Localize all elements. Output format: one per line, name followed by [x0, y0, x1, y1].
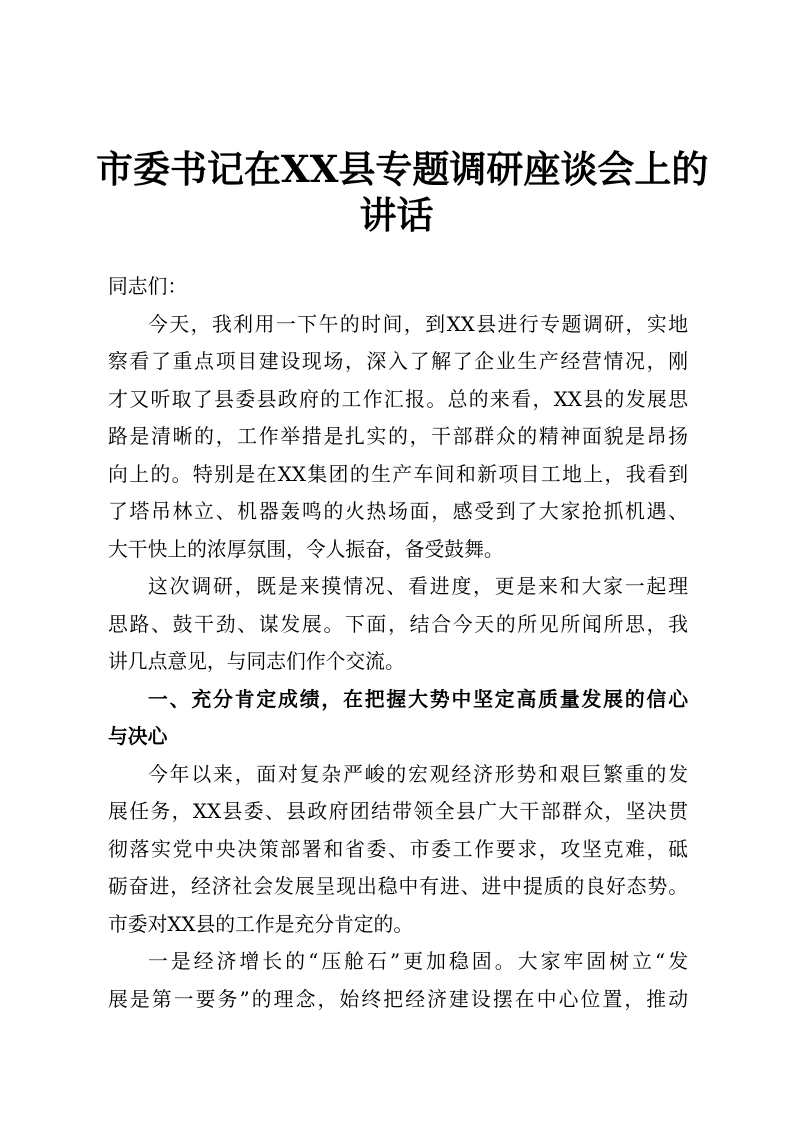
heading-line: 一、充分肯定成绩，在把握大势中坚定高质量发展的信心 [148, 686, 688, 711]
paragraph-4 [108, 943, 688, 1018]
title-line: 讲话 [359, 193, 434, 237]
paragraph-line: 路是清晰的，工作举措是扎实的，干部群众的精神面貌是昂扬 [108, 425, 688, 448]
paragraph-2 [108, 568, 688, 681]
paragraph-3 [108, 756, 688, 944]
paragraph-line: 今天，我利用一下午的时间，到XX县进行专题调研，实地 [148, 312, 688, 336]
paragraph-line: 了塔吊林立、机器轰鸣的火热场面，感受到了大家抢抓机遇、 [108, 500, 688, 523]
paragraph-1 [108, 306, 688, 569]
paragraph-line: 砺奋进，经济社会发展呈现出稳中有进、进中提质的良好态势。 [108, 875, 688, 898]
paragraph-line: 展是第一要务”的理念，始终把经济建设摆在中心位置，推动 [108, 987, 688, 1011]
paragraph-line: 市委对XX县的工作是充分肯定的。 [108, 912, 414, 936]
paragraph-line: 才又听取了县委县政府的工作汇报。总的来看，XX县的发展思 [108, 387, 688, 411]
paragraph-line: 这次调研，既是来摸情况、看进度，更是来和大家一起理 [148, 575, 688, 598]
paragraph-line: 展任务，XX县委、县政府团结带领全县广大干部群众，坚决贯 [108, 800, 688, 823]
paragraph-line: 讲几点意见，与同志们作个交流。 [108, 650, 405, 673]
paragraph-line: 一是经济增长的“压舱石”更加稳固。大家牢固树立“发 [148, 950, 688, 973]
salutation-text: 同志们： [108, 275, 188, 298]
paragraph-line: 思路、鼓干劲、谋发展。下面，结合今天的所见所闻所思，我 [108, 612, 688, 636]
document-title [96, 146, 709, 238]
document-body [108, 268, 688, 1018]
paragraph-line: 彻落实党中央决策部署和省委、市委工作要求，攻坚克难，砥 [108, 837, 688, 861]
salutation [108, 268, 688, 306]
section-heading-1 [108, 681, 688, 756]
paragraph-line: 大干快上的浓厚氛围，令人振奋，备受鼓舞。 [108, 537, 504, 561]
title-line: 市委书记在XX县专题调研座谈会上的 [96, 147, 709, 191]
paragraph-line: 察看了重点项目建设现场，深入了解了企业生产经营情况，刚 [108, 350, 688, 373]
heading-line: 与决心 [108, 724, 168, 748]
paragraph-line: 向上的。特别是在XX集团的生产车间和新项目工地上，我看到 [108, 462, 688, 486]
paragraph-line: 今年以来，面对复杂严峻的宏观经济形势和艰巨繁重的发 [148, 762, 688, 786]
